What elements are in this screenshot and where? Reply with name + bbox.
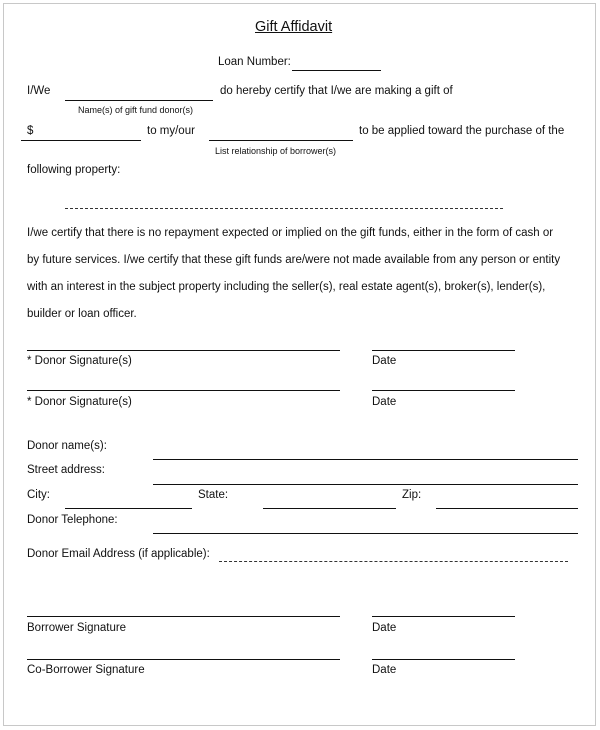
zip-field[interactable] [436, 508, 578, 509]
dollar-sign: $ [27, 125, 34, 137]
donor-signature-line-1[interactable] [27, 350, 340, 351]
street-address-field[interactable] [153, 484, 578, 485]
donor-date-line-1[interactable] [372, 350, 515, 351]
donor-date-label-2: Date [372, 396, 397, 408]
co-borrower-signature-label: Co-Borrower Signature [27, 664, 145, 676]
borrower-signature-line[interactable] [27, 616, 340, 617]
borrower-date-label: Date [372, 622, 397, 634]
donor-name-caption: Name(s) of gift fund donor(s) [78, 105, 194, 115]
donor-names-field[interactable] [153, 459, 578, 460]
document-title: Gift Affidavit [255, 19, 333, 35]
donor-date-label-1: Date [372, 355, 397, 367]
co-borrower-signature-line[interactable] [27, 659, 340, 660]
loan-number-field[interactable] [292, 70, 381, 71]
donor-signature-label-1: * Donor Signature(s) [27, 355, 132, 367]
street-address-label: Street address: [27, 464, 105, 476]
property-field[interactable] [65, 208, 503, 209]
zip-label: Zip: [402, 489, 422, 501]
state-label: State: [198, 489, 229, 501]
city-field[interactable] [65, 508, 192, 509]
donor-signature-line-2[interactable] [27, 390, 340, 391]
borrower-signature-label: Borrower Signature [27, 622, 127, 634]
telephone-field[interactable] [153, 533, 578, 534]
borrower-date-line[interactable] [372, 616, 515, 617]
co-borrower-date-label: Date [372, 664, 397, 676]
gift-amount-field[interactable] [21, 140, 141, 141]
certification-line: I/we certify that there is no repayment expected or implied on the gift funds, either in the form of cash or [27, 227, 554, 239]
certification-line: with an interest in the subject property including the seller(s), real estate agent(s), broker(s), lender(s), [27, 281, 546, 293]
relationship-field[interactable] [209, 140, 353, 141]
telephone-label: Donor Telephone: [27, 514, 118, 526]
donor-name-field[interactable] [65, 100, 213, 101]
donor-signature-label-2: * Donor Signature(s) [27, 396, 132, 408]
donor-date-line-2[interactable] [372, 390, 515, 391]
co-borrower-date-line[interactable] [372, 659, 515, 660]
iwe-label: I/We [27, 85, 51, 97]
to-my-our-text: to my/our [147, 125, 195, 137]
certify-gift-text: do hereby certify that I/we are making a gift of [220, 85, 453, 97]
email-label: Donor Email Address (if applicable): [27, 548, 210, 560]
donor-name-label: Donor name(s): [27, 440, 107, 452]
certification-line: builder or loan officer. [27, 308, 137, 320]
state-field[interactable] [263, 508, 396, 509]
city-label: City: [27, 489, 50, 501]
email-field[interactable] [219, 561, 568, 562]
certification-line: by future services. I/we certify that these gift funds are/were not made available from any person or entity [27, 254, 561, 266]
relationship-caption: List relationship of borrower(s) [215, 146, 337, 156]
following-property-label: following property: [27, 164, 121, 176]
document-page [3, 3, 596, 726]
loan-number-label: Loan Number: [218, 56, 291, 68]
applied-toward-text: to be applied toward the purchase of the [359, 125, 565, 137]
